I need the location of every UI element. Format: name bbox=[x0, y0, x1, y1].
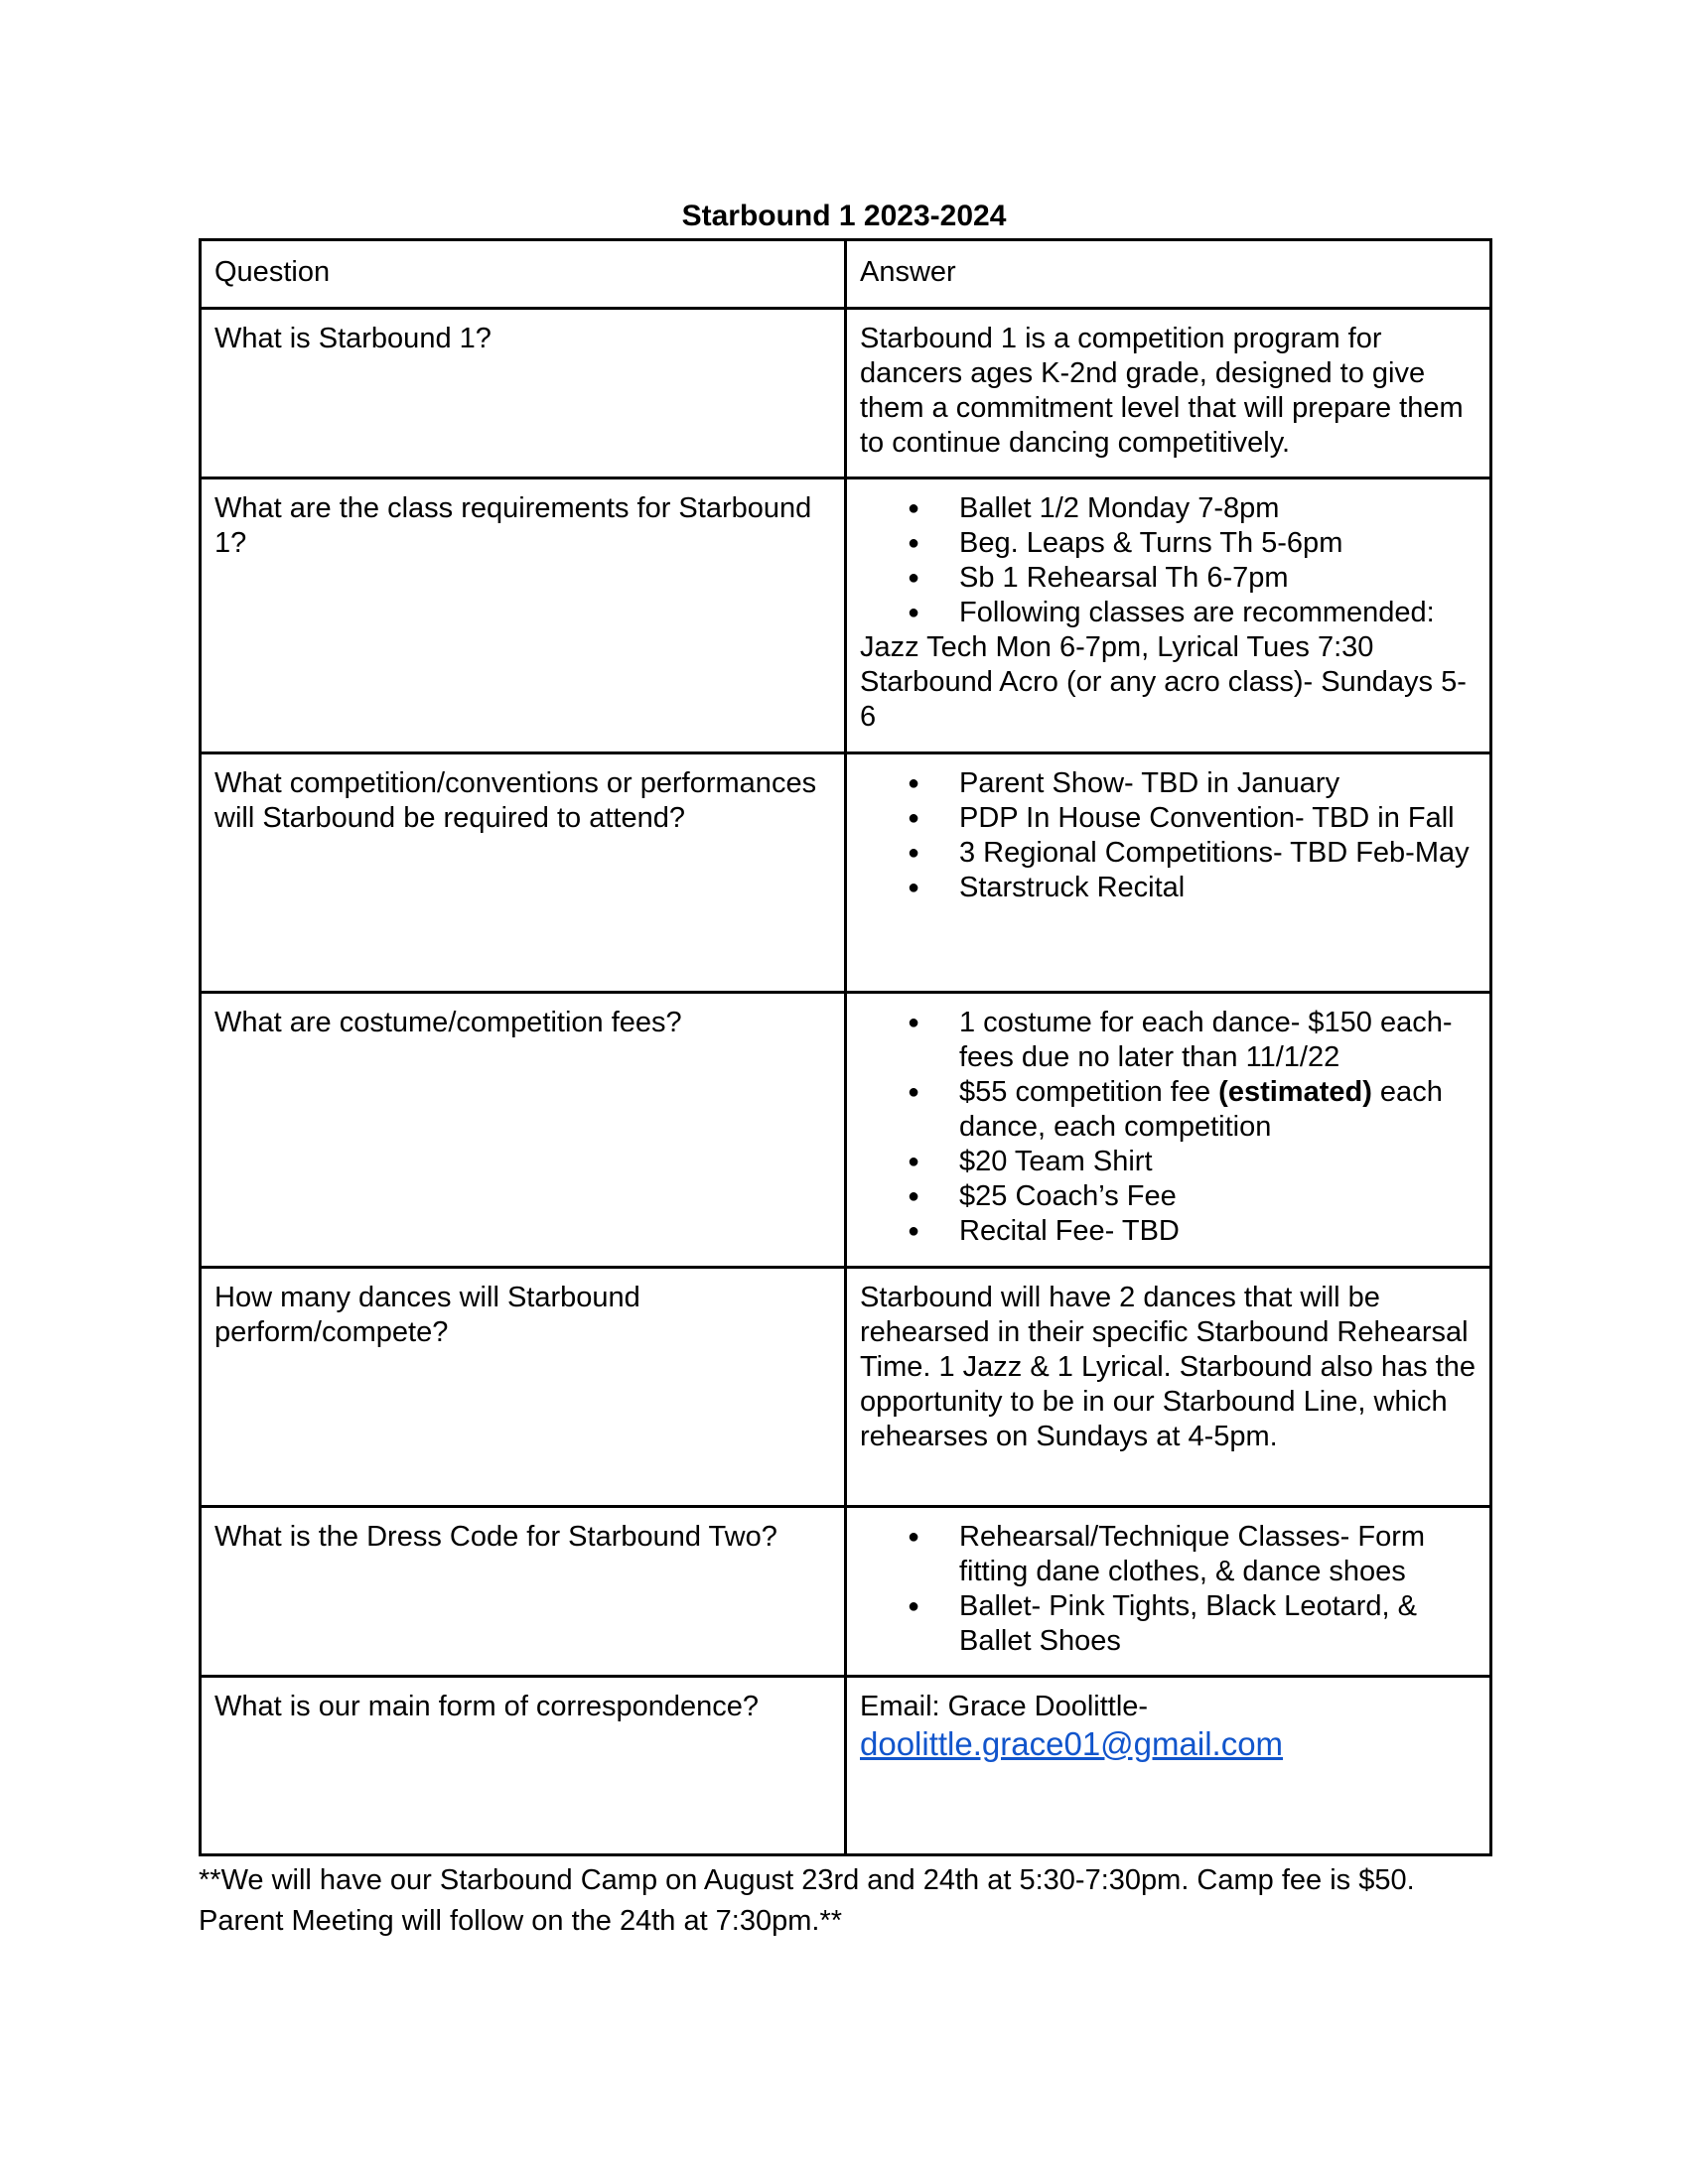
fee-text: $55 competition fee bbox=[959, 1076, 1219, 1108]
answer-cell: Starbound 1 is a competition program for dancers ages K-2nd grade, designed to give them a commitment level that will prepare them to continue dancing competitively. bbox=[846, 309, 1491, 478]
list-item: ● 3 Regional Competitions- TBD Feb-May bbox=[959, 836, 1477, 871]
answer-cell bbox=[846, 478, 1491, 753]
answer-cell: Starbound will have 2 dances that will be rehearsed in their specific Starbound Rehearsal Time. 1 Jazz & 1 Lyrical. Starbound also has the opportunity to be in our Starbound Line, which rehearses on Sundays at 4-5pm. bbox=[846, 1268, 1491, 1507]
list-item bbox=[959, 1075, 1477, 1145]
table-row bbox=[201, 309, 1491, 478]
list-item: ● Recital Fee- TBD bbox=[959, 1214, 1477, 1249]
list-item: ● Ballet 1/2 Monday 7-8pm bbox=[959, 491, 1477, 526]
bullet-list bbox=[860, 1520, 1477, 1659]
table-row bbox=[201, 1677, 1491, 1855]
question-cell: What are costume/competition fees? bbox=[201, 993, 846, 1268]
answer-cell bbox=[846, 993, 1491, 1268]
header-question: Question bbox=[201, 240, 846, 309]
bullet-list bbox=[860, 1006, 1477, 1249]
recommended-classes-text: Jazz Tech Mon 6-7pm, Lyrical Tues 7:30 Starbound Acro (or any acro class)- Sundays 5-6 bbox=[860, 631, 1467, 733]
list-item: ● 1 costume for each dance- $150 each- fees due no later than 11/1/22 bbox=[959, 1006, 1477, 1075]
document-page bbox=[199, 197, 1489, 1942]
list-item: ● Beg. Leaps & Turns Th 5-6pm bbox=[959, 526, 1477, 561]
table-row bbox=[201, 753, 1491, 993]
fee-text: each dance, each competition bbox=[959, 1076, 1443, 1143]
header-answer: Answer bbox=[846, 240, 1491, 309]
table-row bbox=[201, 1268, 1491, 1507]
question-cell: What competition/conventions or performances will Starbound be required to attend? bbox=[201, 753, 846, 993]
list-item: ● Following classes are recommended: bbox=[959, 596, 1477, 630]
list-item: ● Parent Show- TBD in January bbox=[959, 766, 1477, 801]
fee-estimated-text: (estimated) bbox=[1218, 1076, 1372, 1108]
list-item: ● Rehearsal/Technique Classes- Form fitting dane clothes, & dance shoes bbox=[959, 1520, 1477, 1589]
answer-cell bbox=[846, 1507, 1491, 1677]
question-cell: How many dances will Starbound perform/compete? bbox=[201, 1268, 846, 1507]
contact-label: Email: Grace Doolittle- bbox=[860, 1691, 1149, 1722]
table-row bbox=[201, 993, 1491, 1268]
answer-cell bbox=[846, 753, 1491, 993]
list-item: ● Starstruck Recital bbox=[959, 871, 1477, 905]
question-cell: What is the Dress Code for Starbound Two? bbox=[201, 1507, 846, 1677]
email-link[interactable]: doolittle.grace01@gmail.com bbox=[860, 1725, 1284, 1762]
table-row bbox=[201, 1507, 1491, 1677]
answer-cell bbox=[846, 1677, 1491, 1855]
bullet-list bbox=[860, 491, 1477, 630]
question-cell: What are the class requirements for Starbound 1? bbox=[201, 478, 846, 753]
table-row bbox=[201, 478, 1491, 753]
bullet-list bbox=[860, 766, 1477, 905]
list-item: ● PDP In House Convention- TBD in Fall bbox=[959, 801, 1477, 836]
camp-footnote: **We will have our Starbound Camp on August 23rd and 24th at 5:30-7:30pm. Camp fee is $50. Parent Meeting will follow on the 24th at 7:30pm.** bbox=[199, 1864, 1415, 1937]
question-cell: What is Starbound 1? bbox=[201, 309, 846, 478]
list-item: ● Ballet- Pink Tights, Black Leotard, & Ballet Shoes bbox=[959, 1589, 1477, 1659]
table-header-row bbox=[201, 240, 1491, 309]
list-item: ● $20 Team Shirt bbox=[959, 1145, 1477, 1179]
document-title: Starbound 1 2023-2024 bbox=[681, 200, 1007, 232]
faq-table bbox=[199, 238, 1492, 1856]
question-cell: What is our main form of correspondence? bbox=[201, 1677, 846, 1855]
list-item: ● Sb 1 Rehearsal Th 6-7pm bbox=[959, 561, 1477, 596]
list-item: ● $25 Coach’s Fee bbox=[959, 1179, 1477, 1214]
